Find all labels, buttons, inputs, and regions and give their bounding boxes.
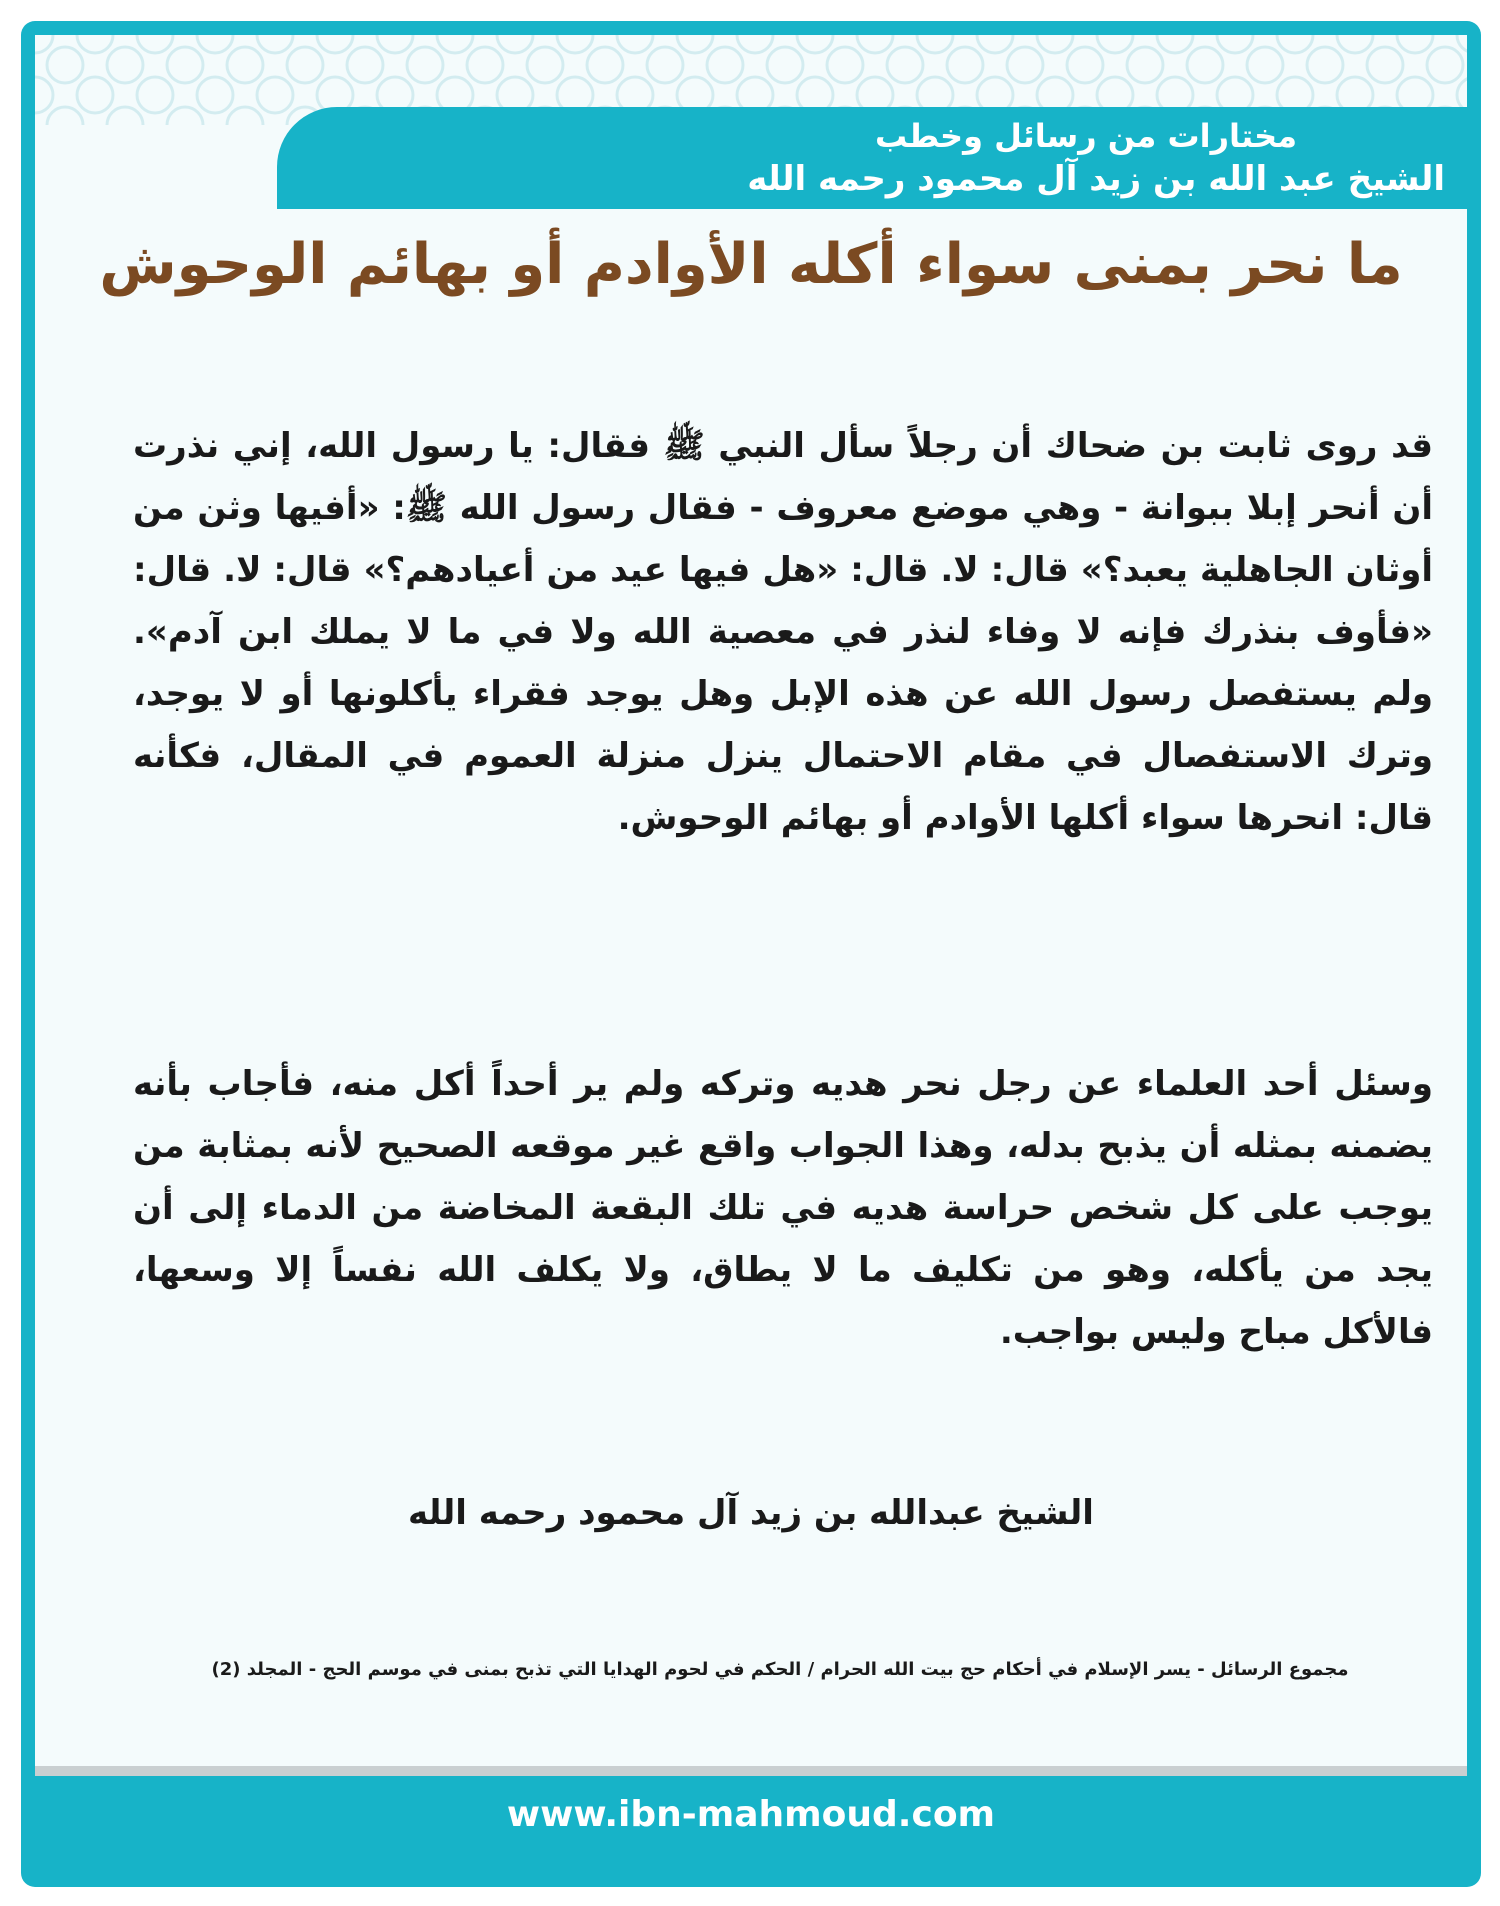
page-frame [21,21,1481,1887]
article-title: ما نحر بمنى سواء أكله الأوادم أو بهائم الوحوش [99,232,1403,297]
signature: الشيخ عبدالله بن زيد آل محمود رحمه الله [408,1493,1094,1533]
header-banner [277,107,1467,209]
source-reference: مجموع الرسائل - يسر الإسلام في أحكام حج بيت الله الحرام / الحكم في لحوم الهدايا التي تذبح بمنى في موسم الحج - المجلد (2) [211,1659,1349,1680]
website-link[interactable]: www.ibn-mahmoud.com [506,1794,996,1835]
body-paragraph-1: قد روى ثابت بن ضحاك أن رجلاً سأل النبي ﷺ فقال: يا رسول الله، إني نذرت أن أنحر إبلا ببوانة - وهي موضع معروف - فقال رسول الله ﷺ: «أفيها وثن من أوثان الجاهلية يعبد؟» قال: لا. قال: «هل فيها عيد من أعيادهم؟» قال: لا. قال: «فأوف بنذرك فإنه لا وفاء لنذر في معصية الله ولا في ما لا يملك ابن آدم». ولم يستفصل رسول الله عن هذه الإبل وهل يوجد فقراء يأكلونها أو لا يوجد، وترك الاستفصال في مقام الاحتمال ينزل منزلة العموم في المقال، فكأنه قال: انحرها سواء أكلها الأوادم أو بهائم الوحوش. [133,426,1433,838]
body-paragraph-2: وسئل أحد العلماء عن رجل نحر هديه وتركه ولم ير أحداً أكل منه، فأجاب بأنه يضمنه بمثله أن يذبح بدله، وهذا الجواب واقع غير موقعه الصحيح لأنه بمثابة من يوجب على كل شخص حراسة هديه في تلك البقعة المخاضة من الدماء إلى أن يجد من يأكله، وهو من تكليف ما لا يطاق، ولا يكلف الله نفساً إلا وسعها، فالأكل مباح وليس بواجب. [133,1064,1433,1352]
content-panel [35,35,1467,1766]
header-author: الشيخ عبد الله بن زيد آل محمود رحمه الله [747,159,1445,199]
divider [35,1766,1467,1776]
header-series-title: مختارات من رسائل وخطب [874,117,1297,155]
